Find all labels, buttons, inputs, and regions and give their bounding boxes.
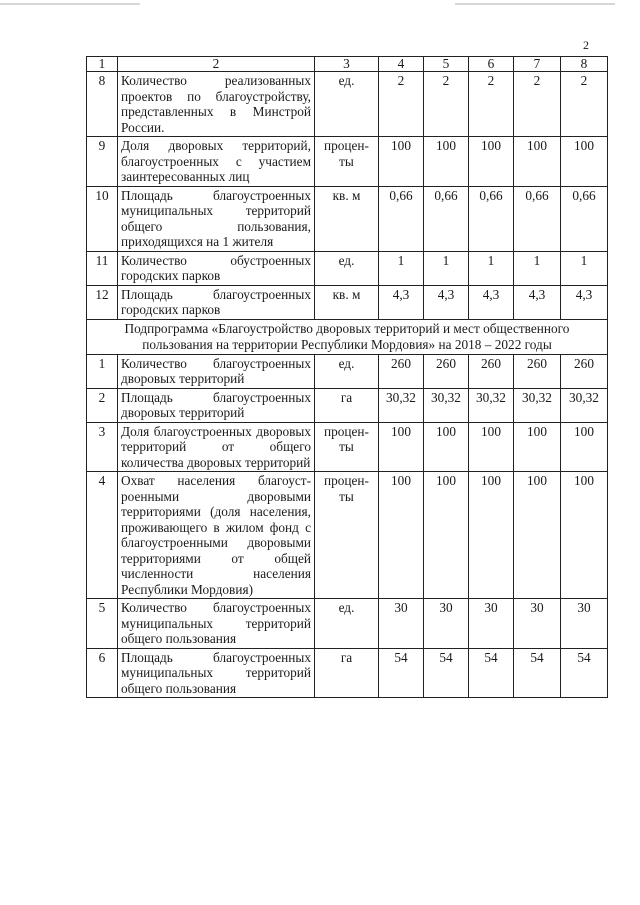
unit-cell: кв. м	[315, 186, 379, 251]
header-cell: 5	[424, 57, 469, 72]
value-cell: 30,32	[424, 388, 469, 422]
value-cell: 2	[514, 72, 561, 137]
value-cell: 100	[469, 472, 514, 599]
value-cell: 2	[561, 72, 608, 137]
value-cell: 30	[424, 599, 469, 649]
unit-cell: ед.	[315, 72, 379, 137]
value-cell: 100	[424, 422, 469, 472]
indicator-name: Охват населения благоустроенными дворовыми территориями (доля населения, проживающего в жилом фонд с благоустроенными дворовыми территориями от общей численности населения Республики Мордовия)	[118, 472, 315, 599]
header-cell: 6	[469, 57, 514, 72]
value-cell: 30,32	[514, 388, 561, 422]
row-number: 4	[87, 472, 118, 599]
table-row	[87, 648, 608, 698]
unit-cell: ед.	[315, 354, 379, 388]
row-number: 12	[87, 285, 118, 319]
indicator-name: Площадь благоустроенных городских парков	[118, 285, 315, 319]
table-row	[87, 354, 608, 388]
row-number: 11	[87, 251, 118, 285]
value-cell: 100	[514, 422, 561, 472]
indicator-name: Площадь благоустроенных муниципальных территорий общего пользования, приходящихся на 1 жителя	[118, 186, 315, 251]
row-number: 3	[87, 422, 118, 472]
header-cell: 4	[379, 57, 424, 72]
table-row	[87, 422, 608, 472]
scan-artifact	[0, 3, 140, 5]
value-cell: 100	[469, 422, 514, 472]
value-cell: 100	[561, 422, 608, 472]
header-cell: 1	[87, 57, 118, 72]
subprogram-title: Подпрограмма «Благоустройство дворовых территорий и мест общественного пользования на территории Республики Мордовия» на 2018 – 2022 годы	[87, 319, 608, 354]
value-cell: 260	[379, 354, 424, 388]
value-cell: 30	[561, 599, 608, 649]
value-cell: 0,66	[379, 186, 424, 251]
value-cell: 100	[514, 137, 561, 187]
indicator-name: Количество благоустроенных дворовых территорий	[118, 354, 315, 388]
subprogram-row	[87, 319, 608, 354]
row-number: 2	[87, 388, 118, 422]
header-cell: 3	[315, 57, 379, 72]
value-cell: 100	[379, 137, 424, 187]
unit-cell: процен-ты	[315, 472, 379, 599]
value-cell: 54	[561, 648, 608, 698]
row-number: 9	[87, 137, 118, 187]
value-cell: 0,66	[424, 186, 469, 251]
value-cell: 2	[469, 72, 514, 137]
value-cell: 30	[379, 599, 424, 649]
unit-cell: га	[315, 648, 379, 698]
value-cell: 54	[379, 648, 424, 698]
header-cell: 2	[118, 57, 315, 72]
indicator-name: Доля дворовых территорий, благоустроенных с участием заинтересованных лиц	[118, 137, 315, 187]
indicator-name: Количество обустроенных городских парков	[118, 251, 315, 285]
value-cell: 30,32	[469, 388, 514, 422]
row-number: 6	[87, 648, 118, 698]
value-cell: 100	[514, 472, 561, 599]
unit-cell: ед.	[315, 251, 379, 285]
value-cell: 1	[469, 251, 514, 285]
indicator-name: Количество благоустроенных муниципальных территорий общего пользования	[118, 599, 315, 649]
scan-artifact	[455, 3, 615, 5]
unit-cell: процен-ты	[315, 422, 379, 472]
header-row	[87, 57, 608, 72]
value-cell: 2	[424, 72, 469, 137]
value-cell: 100	[379, 422, 424, 472]
value-cell: 1	[514, 251, 561, 285]
value-cell: 100	[424, 137, 469, 187]
value-cell: 100	[424, 472, 469, 599]
value-cell: 30,32	[561, 388, 608, 422]
value-cell: 4,3	[424, 285, 469, 319]
row-number: 8	[87, 72, 118, 137]
row-number: 10	[87, 186, 118, 251]
value-cell: 0,66	[561, 186, 608, 251]
page-number: 2	[583, 38, 589, 52]
unit-cell: ед.	[315, 599, 379, 649]
value-cell: 54	[424, 648, 469, 698]
table-row	[87, 285, 608, 319]
table-row	[87, 251, 608, 285]
value-cell: 100	[469, 137, 514, 187]
table-row	[87, 599, 608, 649]
unit-cell: процен-ты	[315, 137, 379, 187]
value-cell: 4,3	[514, 285, 561, 319]
value-cell: 1	[379, 251, 424, 285]
value-cell: 4,3	[379, 285, 424, 319]
table-row	[87, 388, 608, 422]
header-cell: 8	[561, 57, 608, 72]
indicator-table	[86, 56, 608, 698]
table-row	[87, 186, 608, 251]
indicator-name: Количество реализованных проектов по благоустройству, представленных в Минстрой России.	[118, 72, 315, 137]
value-cell: 100	[379, 472, 424, 599]
indicator-name: Доля благоустроенных дворовых территорий от общего количества дворовых территорий	[118, 422, 315, 472]
value-cell: 4,3	[561, 285, 608, 319]
value-cell: 2	[379, 72, 424, 137]
value-cell: 54	[469, 648, 514, 698]
value-cell: 1	[561, 251, 608, 285]
indicator-name: Площадь благоустроенных муниципальных территорий общего пользования	[118, 648, 315, 698]
indicator-name: Площадь благоустроенных дворовых территорий	[118, 388, 315, 422]
table-row	[87, 72, 608, 137]
value-cell: 30,32	[379, 388, 424, 422]
row-number: 1	[87, 354, 118, 388]
value-cell: 30	[514, 599, 561, 649]
value-cell: 4,3	[469, 285, 514, 319]
value-cell: 30	[469, 599, 514, 649]
row-number: 5	[87, 599, 118, 649]
value-cell: 260	[469, 354, 514, 388]
value-cell: 260	[424, 354, 469, 388]
value-cell: 1	[424, 251, 469, 285]
value-cell: 260	[514, 354, 561, 388]
value-cell: 0,66	[514, 186, 561, 251]
value-cell: 260	[561, 354, 608, 388]
value-cell: 0,66	[469, 186, 514, 251]
value-cell: 100	[561, 137, 608, 187]
value-cell: 100	[561, 472, 608, 599]
header-cell: 7	[514, 57, 561, 72]
unit-cell: кв. м	[315, 285, 379, 319]
table-row	[87, 137, 608, 187]
unit-cell: га	[315, 388, 379, 422]
value-cell: 54	[514, 648, 561, 698]
table-row	[87, 472, 608, 599]
